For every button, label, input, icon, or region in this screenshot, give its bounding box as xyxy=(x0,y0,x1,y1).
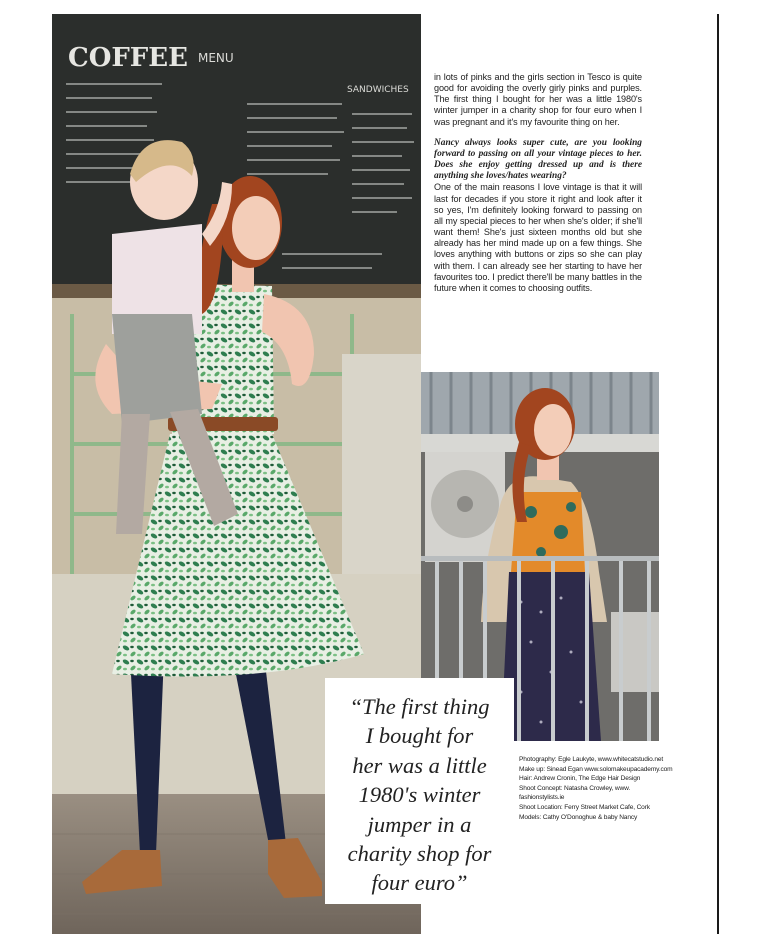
pull-quote-line: four euro” xyxy=(371,870,468,896)
pull-quote-line: charity shop for xyxy=(347,841,492,867)
credit-concept: Shoot Concept: Natasha Crowley, www. xyxy=(519,784,631,792)
page-edge-rule xyxy=(717,14,719,934)
board-heading-sandwiches: SANDWICHES xyxy=(347,85,409,95)
pull-quote-line: I bought for xyxy=(365,723,474,749)
credit-location: Shoot Location: Ferry Street Market Cafe, Cork xyxy=(519,803,650,811)
pull-quote xyxy=(325,678,514,904)
credit-makeup: Make up: Sinead Egan www.solomakeupacademy.com xyxy=(519,765,673,773)
article-body xyxy=(434,72,642,294)
credit-models: Models: Cathy O'Donoghue & baby Nancy xyxy=(519,813,638,821)
board-heading-menu: MENU xyxy=(198,51,234,65)
photo-credits xyxy=(519,755,719,822)
pull-quote-line: jumper in a xyxy=(367,811,472,837)
pull-quote-line: her was a little xyxy=(352,752,487,778)
credit-hair: Hair: Andrew Cronin, The Edge Hair Design xyxy=(519,775,641,783)
pull-quote-line: 1980's winter xyxy=(358,782,481,808)
interview-question: Nancy always looks super cute, are you looking forward to passing on all your vintage pieces to her. Does she enjoy getting dressed up and is there anything she loves/hates wearing? xyxy=(434,137,642,182)
board-heading-coffee: COFFEE xyxy=(68,43,188,73)
credit-concept-url: fashionstylists.ie xyxy=(519,794,565,802)
interview-answer: One of the main reasons I love vintage is that it will last for decades if you store it right and look after it so yes, I'm definitely looking forward to passing on all my special pieces to her when she's older; if she'll want them! She's just sixteen months old but she already has her mind made up on a few things. She loves anything with buttons or zips so she can play with them. I can already see her starting to have her favourites too. I predict there'll be many battles in the future when it comes to choosing outfits. xyxy=(434,182,642,293)
intro-paragraph: in lots of pinks and the girls section in Tesco is quite good for avoiding the overly girly pinks and purples. The first thing I bought for her was a little 1980's winter jumper in a charity shop for four euro when I was pregnant and it's my favourite thing on her. xyxy=(434,72,642,127)
credit-photography: Photography: Egle Laukyte, www.whitecatstudio.net xyxy=(519,756,664,763)
pull-quote-line: “The first thing xyxy=(349,694,490,719)
